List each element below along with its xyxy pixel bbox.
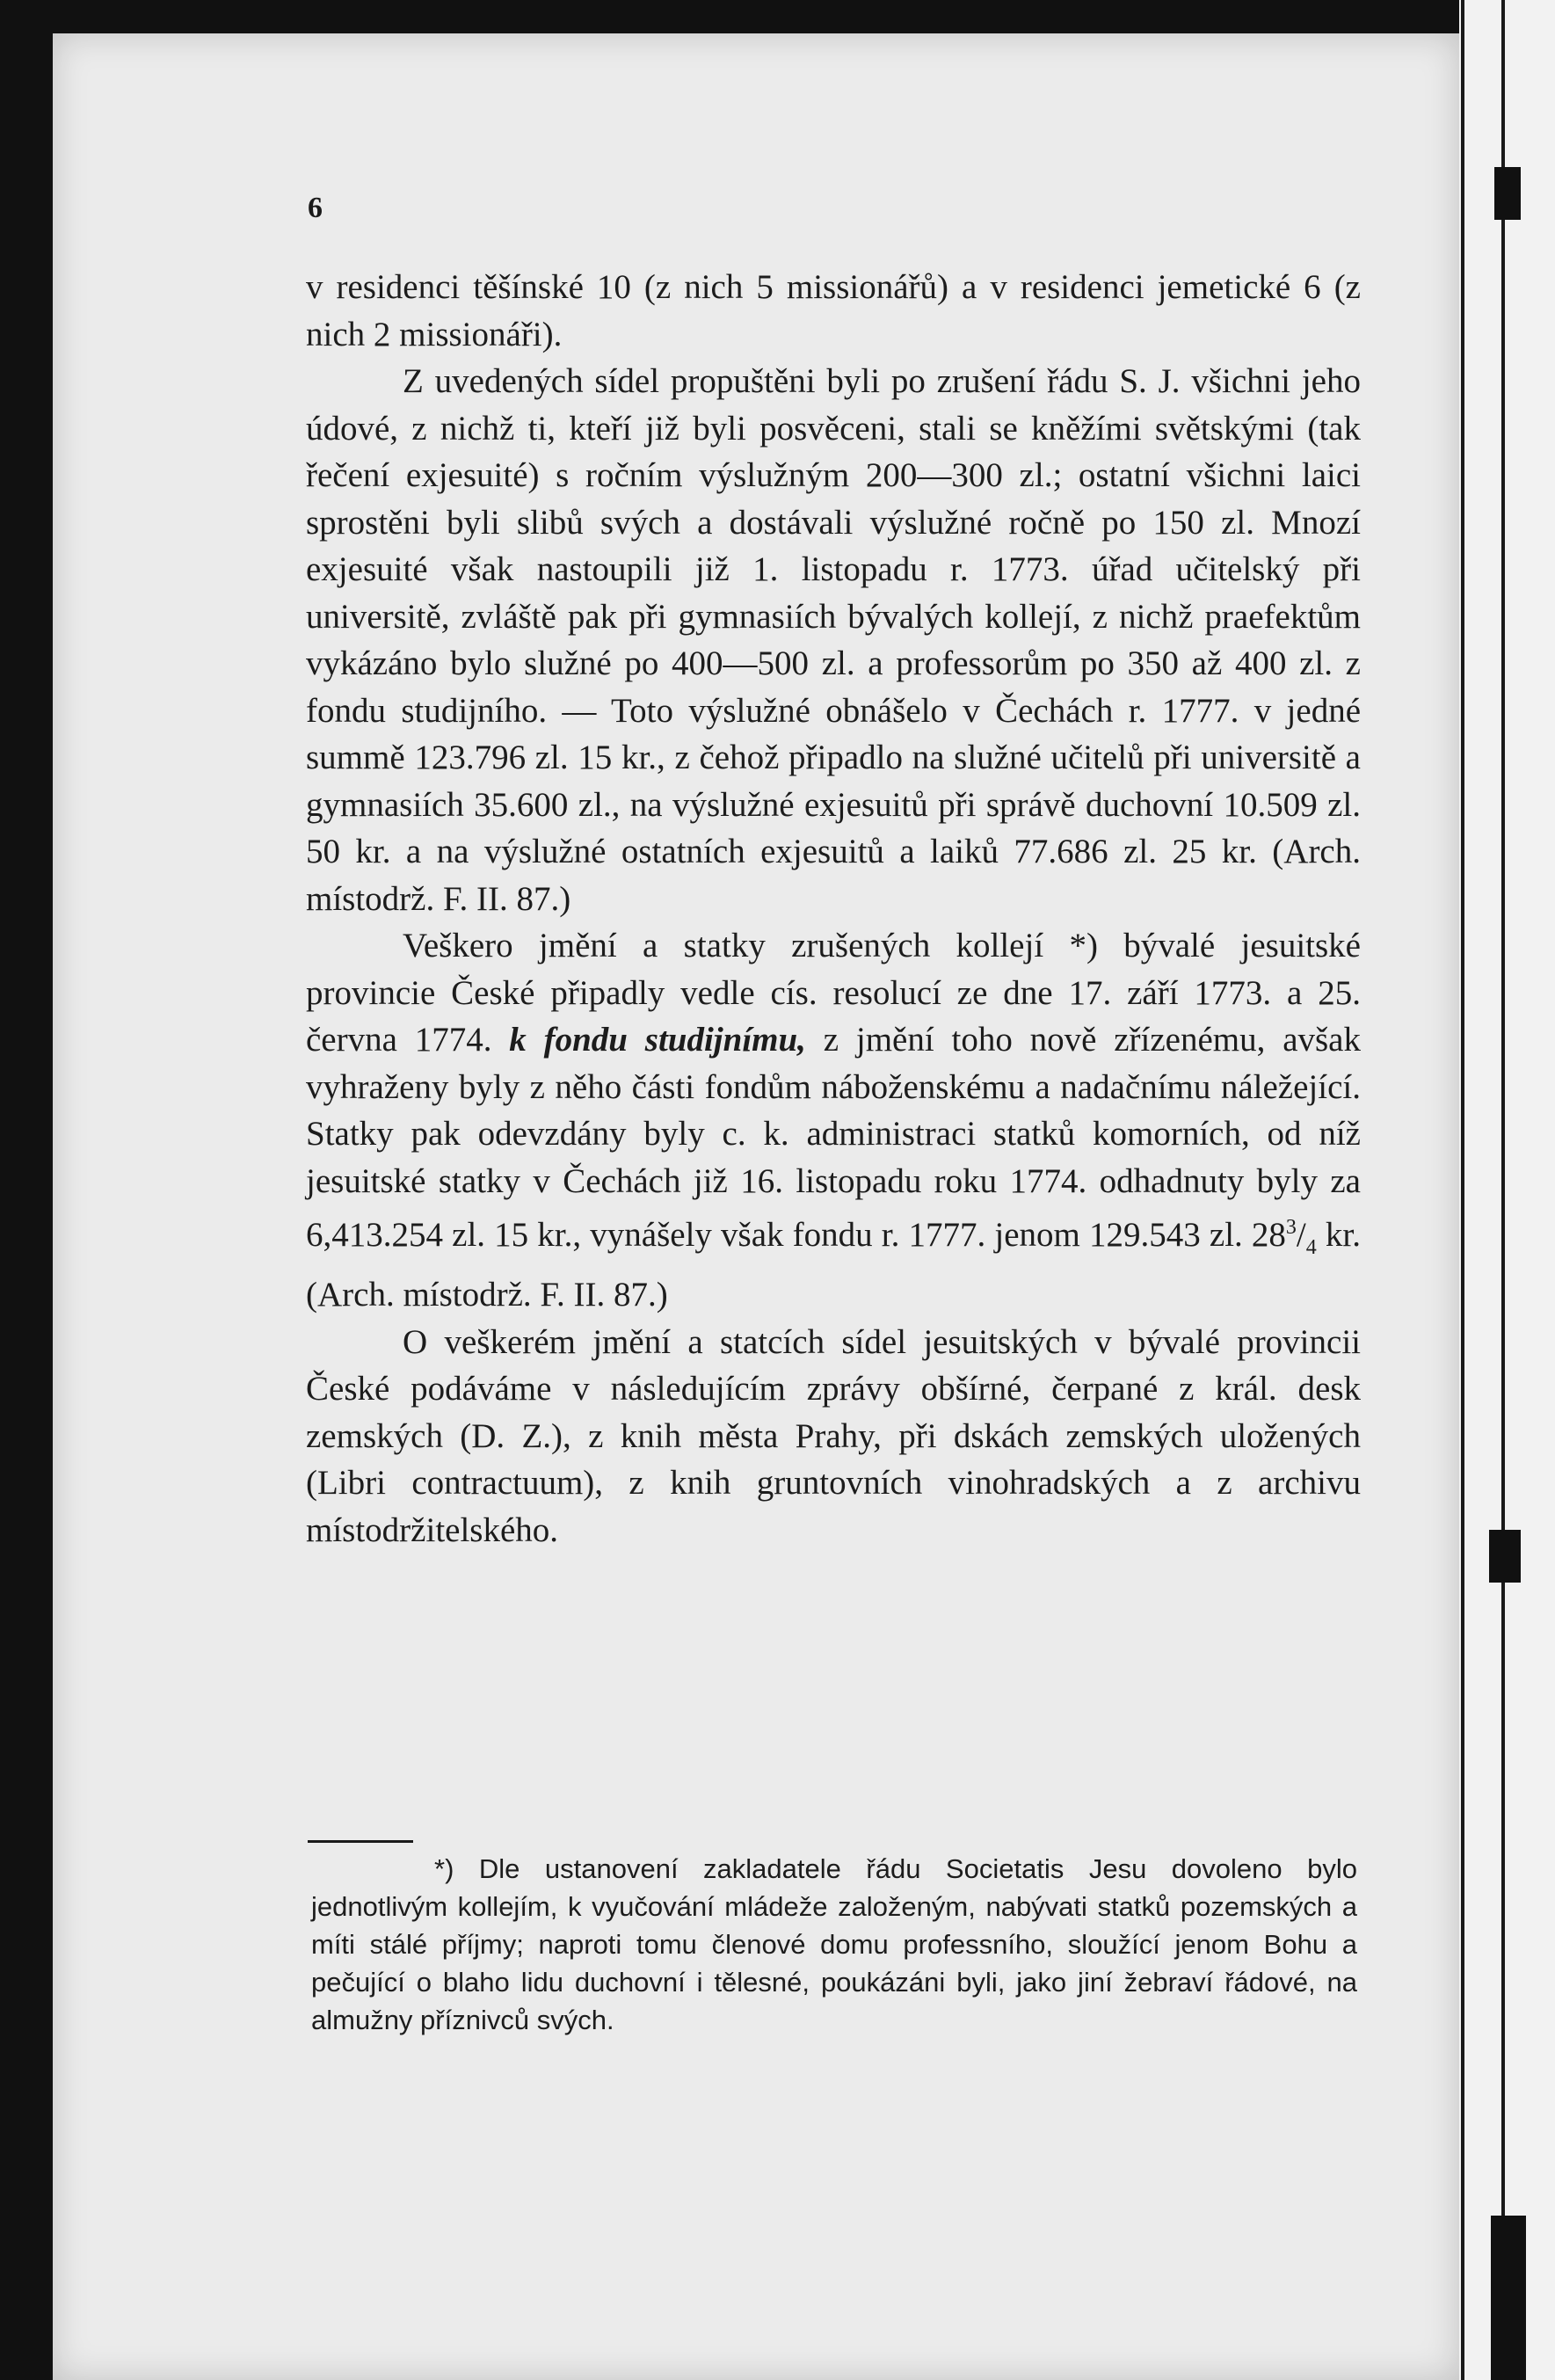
emphasized-phrase: k fondu studijnímu, (509, 1021, 806, 1059)
adjacent-page-edge (1459, 0, 1555, 2380)
paragraph: O veškerém jmění a statcích sídel jesuitských v bývalé provincii České podáváme v následujícím zprávy obšírné, čerpané z král. desk zemských (D. Z.), z knih města Prahy, při dskách zemských uložených (Libri contractuum), z knih gruntovních vinohradských a z archivu místodržitelského. (306, 1322, 1361, 1549)
ink-blot (1489, 1530, 1521, 1583)
page-edge-line (1501, 0, 1505, 2380)
page-number: 6 (308, 192, 323, 224)
footnote: *) Dle ustanovení zakladatele řádu Societatis Jesu dovoleno bylo jednotlivým kollejím, k vyučování mládeže založeným, nabývati statků pozemských a míti stálé příjmy; naproti tomu členové domu professního, sloužící jenom Bohu a pečující o blaho lidu duchovní i tělesné, poukázáni byli, jako jiní žebraví řádové, na almužny příznivců svých. (311, 1853, 1357, 2035)
fraction-numerator: 3 (1285, 1216, 1297, 1239)
page-edge-line (1461, 0, 1464, 2380)
paragraph: Veškero jmění a statky zrušených kollejí *) bývalé jesuitské provincie České připadly vedle cís. resolucí ze dne 17. září 1773. a 25. června 1774. k fondu studijnímu, z jmění toho nově zřízenému, avšak vyhraženy byly z něho části fondům náboženskému a nadačnímu náležející. Statky pak odevzdány byly c. k. administraci statků komorních, od níž jesuitské statky v Čechách již 16. listopadu roku 1774. odhadnuty byly za 6,413.254 zl. 15 kr., vynášely však fondu r. 1777. jenom 129.543 zl. $28^3/_4$ kr. (Arch. místodrž. F. II. 87.) (306, 927, 1361, 1314)
body-text (306, 264, 1361, 1554)
ink-blot (1494, 167, 1521, 220)
paragraph-text: Veškero jmění a statky zrušených kollejí *) bývalé jesuitské provincie České připadly vedle cís. resolucí ze dne 17. září 1773. a 25. června 1774. (306, 927, 1361, 1059)
paragraph-text: z jmění toho nově zřízenému, avšak vyhraženy byly z něho části fondům náboženskému a nadačnímu náležející. Statky pak odevzdány byly c. k. administraci statků komorních, od níž jesuitské statky v Čechách již 16. listopadu roku 1774. odhadnuty byly za 6,413.254 zl. 15 kr., vynášely však fondu r. 1777. jenom 129.543 zl. 28 (306, 1021, 1361, 1254)
paragraph: Z uvedených sídel propuštěni byli po zrušení řádu S. J. všichni jeho údové, z nichž ti, kteří již byli posvěceni, stali se kněžími světskými (tak řečení exjesuité) s ročním výslužným 200—300 zl.; ostatní všichni laici sprostěni byli slibů svých a dostávali výslužné ročně po 150 zl. Mnozí exjesuité však nastoupili již 1. listopadu r. 1773. úřad učitelský při universitě, zvláště pak při gymnasiích bývalých kollejí, z nichž praefektům vykázáno bylo služné po 400—500 zl. a professorům po 350 až 400 zl. z fondu studijního. — Toto výslužné obnášelo v Čechách r. 1777. v jedné summě 123.796 zl. 15 kr., z čehož připadlo na služné učitelů při universitě a gymnasiích 35.600 zl., na výslužné exjesuitů při správě duchovní 10.509 zl. 50 kr. a na výslužné ostatních exjesuitů a laiků 77.686 zl. 25 kr. (Arch. místodrž. F. II. 87.) (306, 362, 1361, 918)
fraction-denominator: 4 (1305, 1235, 1317, 1259)
paragraph: v residenci těšínské 10 (z nich 5 missionářů) a v residenci jemetické 6 (z nich 2 missionáři). (306, 268, 1361, 353)
ink-blot (1491, 2216, 1526, 2380)
paragraph-text: kr. (Arch. místodrž. F. II. 87.) (306, 1216, 1361, 1314)
footnote-separator (308, 1840, 413, 1843)
